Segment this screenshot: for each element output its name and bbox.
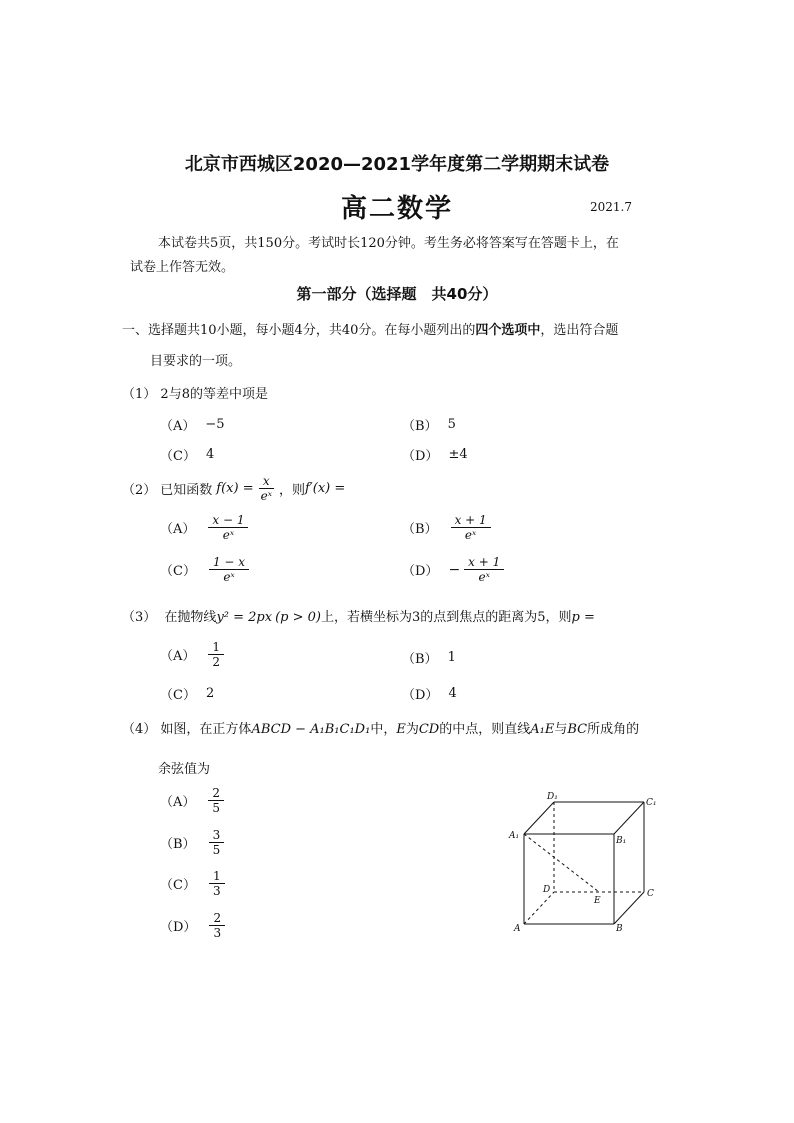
q2-number: （2） [122,483,157,498]
q1-option-b [402,415,456,434]
q3-text-a: 在抛物线 [164,610,217,625]
hidden-edge-a-d [524,892,554,924]
frac-numerator: x − 1 [208,513,248,528]
q4-text-c: 为 [405,722,419,737]
q2-fraction [257,474,276,503]
frac-numerator: 1 − x [209,555,249,570]
option-fraction [208,640,224,669]
question-3 [122,606,595,625]
q1-option-c [160,445,214,464]
subject-title: 高二数学 [340,194,453,224]
section-instructions [122,319,618,338]
frac-numerator: x + 1 [464,555,504,570]
section-instructions-line2: 目要求的一项。 [150,354,242,369]
q4-text-d: 的中点，则直线 [439,722,531,737]
q3-option-c [160,684,214,703]
option-fraction [209,828,225,857]
option-label: （A） [160,419,196,434]
frac-denominator: eˣ [222,528,235,542]
edge-b-c [614,892,644,924]
option-value: 4 [448,686,457,701]
q4-line-2: 余弦值为 [158,762,211,777]
option-label: （C） [160,688,196,703]
option-value: ±4 [448,447,468,462]
label-d1: D₁ [547,792,558,802]
q2-fpx: f′(x) = [305,481,346,496]
label-d: D [543,885,551,895]
option-value: 4 [205,447,215,462]
option-label: （D） [402,688,439,703]
intro-paragraph [130,232,670,280]
option-label: （B） [402,522,438,537]
option-sign: − [448,561,461,578]
q4-line-a1e: A₁E [530,722,555,737]
option-label: （A） [160,522,196,537]
intro-line-1: 本试卷共5页，共150分。考试时长120分钟。考生务必将答案写在答题卡上，在 [158,236,619,251]
exam-title: 北京市西城区2020—2021学年度第二学期期末试卷 [184,154,610,175]
option-label: （B） [402,419,438,434]
q4-option-c [160,869,228,898]
q4-option-d [160,911,228,940]
option-fraction [464,555,504,584]
q3-option-d [402,684,457,703]
label-c1: C₁ [646,798,657,808]
option-fraction [209,911,225,940]
q1-option-a [160,415,225,434]
q2-fx: f(x) = [216,481,254,496]
edge-a1-d1 [524,802,554,834]
frac-numerator: x + 1 [451,513,491,528]
q3-option-b [402,648,456,667]
option-value: 1 [447,650,456,665]
cube-figure [500,790,670,940]
label-b: B [616,924,623,934]
q1-number: （1） [122,387,157,402]
option-fraction [208,513,248,542]
exam-date: 2021.7 [590,200,632,214]
frac-denominator: eˣ [478,570,490,584]
q3-ask: p = [571,610,595,625]
q4-text-e: 与 [554,722,568,737]
q4-cube: ABCD − A₁B₁C₁D₁ [251,722,371,737]
instr-text-a: 一、选择题共10小题，每小题4分，共40分。在每小题列出的 [122,323,476,338]
q4-option-b [160,828,227,857]
q1-option-d [402,445,468,464]
frac-numerator: 2 [208,786,224,801]
q4-segment-cd: CD [418,722,440,737]
q4-point-e: E [396,722,406,737]
option-fraction [209,555,249,584]
label-a1: A₁ [509,831,520,841]
option-label: （C） [160,449,196,464]
q4-text-f: 所成角的 [587,722,640,737]
question-1 [122,383,268,402]
label-c: C [647,889,654,899]
q4-text-a: 如图，在正方体 [160,722,252,737]
edge-b1-c1 [614,802,644,834]
label-a: A [514,924,521,934]
q3-option-a [160,640,227,669]
part-one-title: 第一部分（选择题 共40分） [296,285,498,303]
label-b1: B₁ [616,836,627,846]
instr-bold: 四个选项中 [475,323,541,338]
frac-denominator: eˣ [223,570,235,584]
frac-numerator: 3 [209,828,225,843]
q4-option-a [160,786,227,815]
frac-numerator: 1 [208,640,224,655]
option-label: （D） [402,449,439,464]
frac-denominator: eˣ [260,489,272,503]
frac-denominator: 3 [213,926,222,940]
q2-option-c [160,555,252,584]
option-label: （D） [402,564,439,579]
q2-text-a: 已知函数 [160,483,213,498]
option-fraction [209,869,225,898]
q3-number: （3） [122,610,157,625]
question-4 [122,718,639,737]
q4-number: （4） [122,722,157,737]
q4-line-bc: BC [567,722,588,737]
frac-denominator: 5 [212,801,221,815]
q1-text: 2与8的等差中项是 [160,387,268,402]
option-label: （A） [160,795,196,810]
frac-denominator: 2 [212,655,221,669]
frac-numerator: 2 [209,911,225,926]
option-value: −5 [205,417,225,432]
q2-option-d [402,555,507,584]
option-label: （C） [160,878,196,893]
option-value: 2 [205,686,215,701]
frac-denominator: 3 [212,884,221,898]
option-label: （C） [160,564,196,579]
intro-line-2: 试卷上作答无效。 [130,260,235,275]
option-label: （D） [160,920,197,935]
option-label: （A） [160,649,196,664]
option-fraction [451,513,491,542]
q2-text-b: ，则 [278,483,305,498]
label-e: E [594,896,601,906]
line-a1-e [524,834,599,892]
frac-denominator: eˣ [464,528,477,542]
q3-text-b: 上，若横坐标为3的点到焦点的距离为5，则 [320,610,572,625]
option-fraction [208,786,224,815]
frac-numerator: x [259,474,274,489]
option-label: （B） [402,652,438,667]
q2-option-a [160,513,251,542]
question-2 [122,474,345,503]
option-label: （B） [160,837,196,852]
q3-condition: (p > 0) [275,610,321,625]
frac-numerator: 1 [209,869,225,884]
q3-equation: y² = 2px [216,610,273,625]
option-value: 5 [447,417,456,432]
instr-text-b: ，选出符合题 [540,323,619,338]
frac-denominator: 5 [212,843,221,857]
q2-option-b [402,513,494,542]
q4-text-b: 中， [370,722,397,737]
